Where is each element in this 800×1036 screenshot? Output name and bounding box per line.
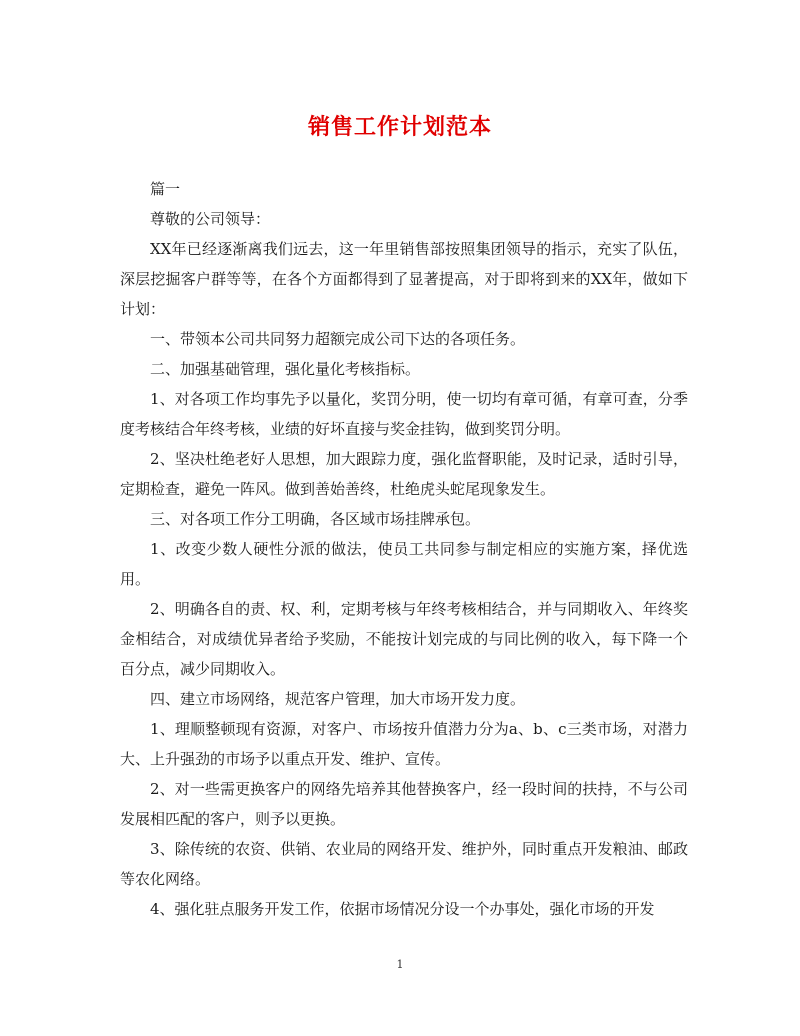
document-body — [120, 174, 688, 924]
plan-item-2-sub-1: 1、对各项工作均事先予以量化，奖罚分明，使一切均有章可循，有章可查，分季度考核结合年终考核，业绩的好坏直接与奖金挂钩，做到奖罚分明。 — [120, 390, 688, 438]
plan-item-2: 二、加强基础管理，强化量化考核指标。 — [150, 360, 421, 378]
page-number: 1 — [396, 958, 404, 971]
plan-item-3: 三、对各项工作分工明确，各区域市场挂牌承包。 — [150, 510, 481, 528]
plan-item-3-sub-1: 1、改变少数人硬性分派的做法，使员工共同参与制定相应的实施方案，择优选用。 — [120, 540, 688, 588]
plan-item-4-sub-4: 4、强化驻点服务开发工作，依据市场情况分设一个办事处，强化市场的开发 — [150, 900, 655, 918]
plan-item-2-sub-2: 2、坚决杜绝老好人思想，加大跟踪力度，强化监督职能，及时记录，适时引导，定期检查，避免一阵风。做到善始善终，杜绝虎头蛇尾现象发生。 — [120, 450, 688, 498]
plan-item-4: 四、建立市场网络，规范客户管理，加大市场开发力度。 — [150, 690, 526, 708]
section-heading: 篇一 — [150, 180, 181, 198]
document-title: 销售工作计划范本 — [307, 114, 492, 140]
intro-paragraph: XX年已经逐渐离我们远去，这一年里销售部按照集团领导的指示，充实了队伍，深层挖掘客户群等等，在各个方面都得到了显著提高，对于即将到来的XX年，做如下计划： — [120, 240, 688, 318]
plan-item-4-sub-3: 3、除传统的农资、供销、农业局的网络开发、维护外，同时重点开发粮油、邮政等农化网络。 — [120, 840, 688, 888]
plan-item-1: 一、带领本公司共同努力超额完成公司下达的各项任务。 — [150, 330, 526, 348]
plan-item-4-sub-1: 1、理顺整顿现有资源，对客户、市场按升值潜力分为a、b、c三类市场，对潜力大、上升强劲的市场予以重点开发、维护、宣传。 — [120, 720, 688, 768]
plan-item-3-sub-2: 2、明确各自的责、权、利，定期考核与年终考核相结合，并与同期收入、年终奖金相结合，对成绩优异者给予奖励，不能按计划完成的与同比例的收入，每下降一个百分点，减少同期收入。 — [120, 600, 688, 678]
plan-item-4-sub-2: 2、对一些需更换客户的网络先培养其他替换客户，经一段时间的扶持，不与公司发展相匹配的客户，则予以更换。 — [120, 780, 688, 828]
salutation: 尊敬的公司领导： — [150, 210, 271, 228]
